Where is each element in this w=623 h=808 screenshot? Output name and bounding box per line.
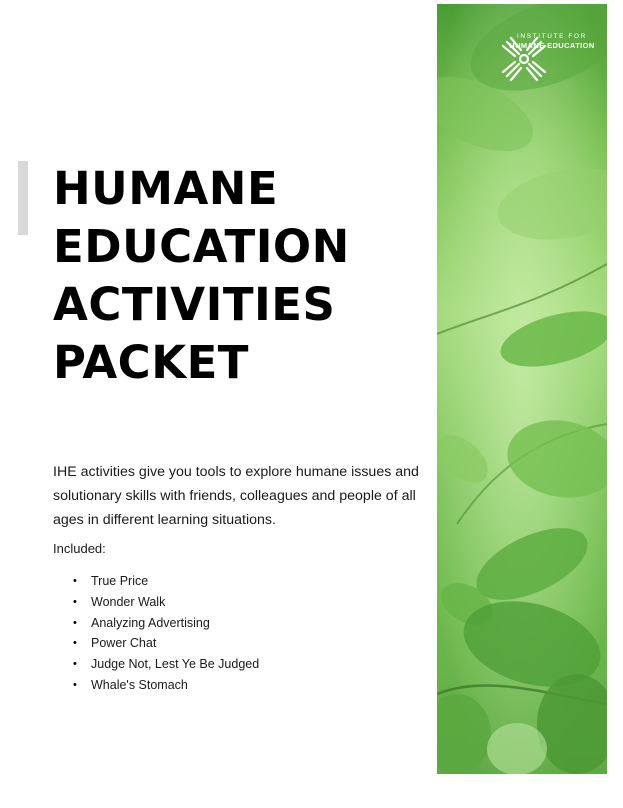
bullet-icon: • <box>73 658 77 671</box>
title-line: ACTIVITIES <box>53 278 336 331</box>
bullet-icon: • <box>73 616 77 629</box>
bullet-icon: • <box>73 575 77 587</box>
title-line: PACKET <box>53 336 250 389</box>
ihe-logo <box>497 32 607 51</box>
packet-title <box>53 160 350 392</box>
intro-paragraph: IHE activities give you tools to explore humane issues and solutionary skills with friends, colleagues and people of all ages in different learning situations. <box>53 464 419 528</box>
title-line: HUMANE <box>53 162 279 215</box>
activity-list <box>73 571 259 696</box>
bullet-icon: • <box>73 678 77 691</box>
bullet-icon: • <box>73 595 77 608</box>
activity-name: Whale's Stomach <box>91 677 188 692</box>
green-leaves-image <box>437 4 607 774</box>
logo-line-1: INSTITUTE FOR <box>517 33 587 40</box>
bullet-icon: • <box>73 637 77 650</box>
logo-line-2: HUMANE EDUCATION <box>509 41 595 50</box>
activity-name: Power Chat <box>91 636 157 651</box>
list-item <box>73 633 259 654</box>
list-item <box>73 675 259 696</box>
accent-bar <box>18 161 28 235</box>
activity-name: Wonder Walk <box>91 594 166 609</box>
list-item <box>73 654 259 675</box>
activity-name: Judge Not, Lest Ye Be Judged <box>91 657 260 672</box>
included-label: Included: <box>53 541 106 556</box>
activity-name: Analyzing Advertising <box>91 615 210 630</box>
four-hands-icon <box>497 32 551 86</box>
leaf-photo-panel <box>437 4 607 774</box>
list-item <box>73 571 259 592</box>
activity-name: True Price <box>91 574 149 588</box>
title-line: EDUCATION <box>53 220 350 273</box>
list-item <box>73 613 259 634</box>
list-item <box>73 592 259 613</box>
